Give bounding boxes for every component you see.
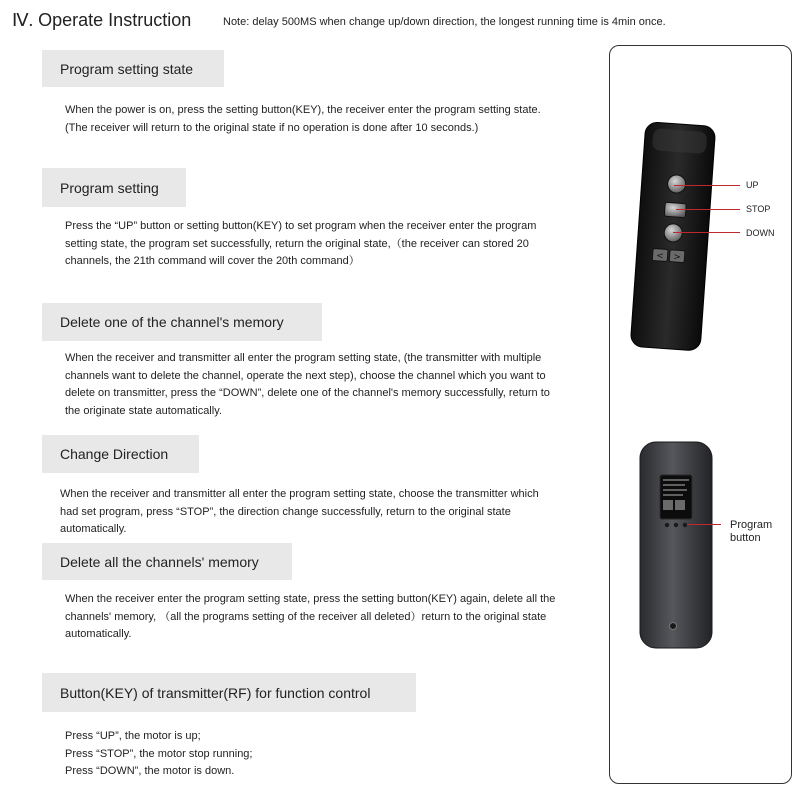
body-line: channels want to delete the channel, operate the next step), choose the channel which you want to bbox=[65, 369, 546, 382]
body-line: delete on transmitter, press the “DOWN”, delete one of the channel's memory successfully, return to bbox=[65, 387, 550, 399]
section-heading-function-control: Button(KEY) of transmitter(RF) for function control bbox=[42, 673, 416, 712]
callout-line-down bbox=[673, 232, 740, 233]
body-line: had set program, press “STOP”, the direction change successfully, return to the original state bbox=[60, 505, 511, 518]
section-body-function-control bbox=[65, 728, 252, 781]
section-body-program-setting-state bbox=[65, 102, 541, 137]
label-up: UP bbox=[746, 180, 759, 190]
remote-transmitter-illustration bbox=[620, 118, 730, 358]
svg-text:<: < bbox=[655, 251, 665, 262]
title-text: Operate Instruction bbox=[38, 10, 192, 30]
svg-text:>: > bbox=[672, 252, 682, 263]
receiver-illustration bbox=[636, 440, 716, 650]
section-numeral: Ⅳ. bbox=[12, 10, 34, 30]
body-line: When the receiver and transmitter all enter the program setting state, (the transmitter with multiple bbox=[65, 352, 542, 364]
section-heading-delete-all-channels: Delete all the channels' memory bbox=[42, 543, 292, 580]
body-line: Press “STOP”, the motor stop running; bbox=[65, 747, 253, 760]
section-heading-program-setting-state: Program setting state bbox=[42, 50, 224, 87]
body-line: automatically. bbox=[60, 523, 127, 535]
body-line: Press “DOWN”, the motor is down. bbox=[65, 765, 235, 777]
body-line: (The receiver will return to the original state if no operation is done after 10 seconds.) bbox=[65, 121, 479, 134]
body-line: channels' memory, （all the programs setting of the receiver all deleted）return to the original state bbox=[65, 610, 547, 623]
body-line: the originate state automatically. bbox=[65, 404, 222, 417]
section-heading-program-setting: Program setting bbox=[42, 168, 186, 207]
section-body-delete-one-channel bbox=[65, 350, 550, 420]
section-body-delete-all-channels bbox=[65, 591, 555, 644]
body-line: When the power is on, press the setting button(KEY), the receiver enter the program setting state. bbox=[65, 104, 541, 116]
label-down: DOWN bbox=[746, 228, 775, 238]
body-line: When the receiver and transmitter all enter the program setting state, choose the transmitter which bbox=[60, 488, 539, 500]
section-body-change-direction bbox=[60, 486, 539, 539]
section-heading-delete-one-channel: Delete one of the channel's memory bbox=[42, 303, 322, 341]
body-line: Press the “UP” button or setting button(KEY) to set program when the receiver enter the program bbox=[65, 220, 537, 232]
section-body-program-setting bbox=[65, 218, 536, 271]
label-stop: STOP bbox=[746, 204, 771, 214]
body-line: Press “UP”, the motor is up; bbox=[65, 730, 201, 742]
section-heading-change-direction: Change Direction bbox=[42, 435, 199, 473]
body-line: automatically. bbox=[65, 628, 132, 640]
page-title bbox=[12, 10, 191, 31]
program-button-label: Program button bbox=[730, 519, 773, 544]
callout-line-up bbox=[674, 185, 740, 186]
timing-note: Note: delay 500MS when change up/down direction, the longest running time is 4min once. bbox=[223, 16, 666, 28]
body-line: channels, the 21th command will cover the 20th command） bbox=[65, 255, 360, 267]
body-line: setting state, the program set successfully, return the original state,（the receiver can stored 20 bbox=[65, 237, 529, 250]
callout-line-program-button bbox=[687, 524, 721, 525]
body-line: When the receiver enter the program setting state, press the setting button(KEY) again, delete all the bbox=[65, 593, 556, 605]
callout-line-stop bbox=[676, 209, 740, 210]
